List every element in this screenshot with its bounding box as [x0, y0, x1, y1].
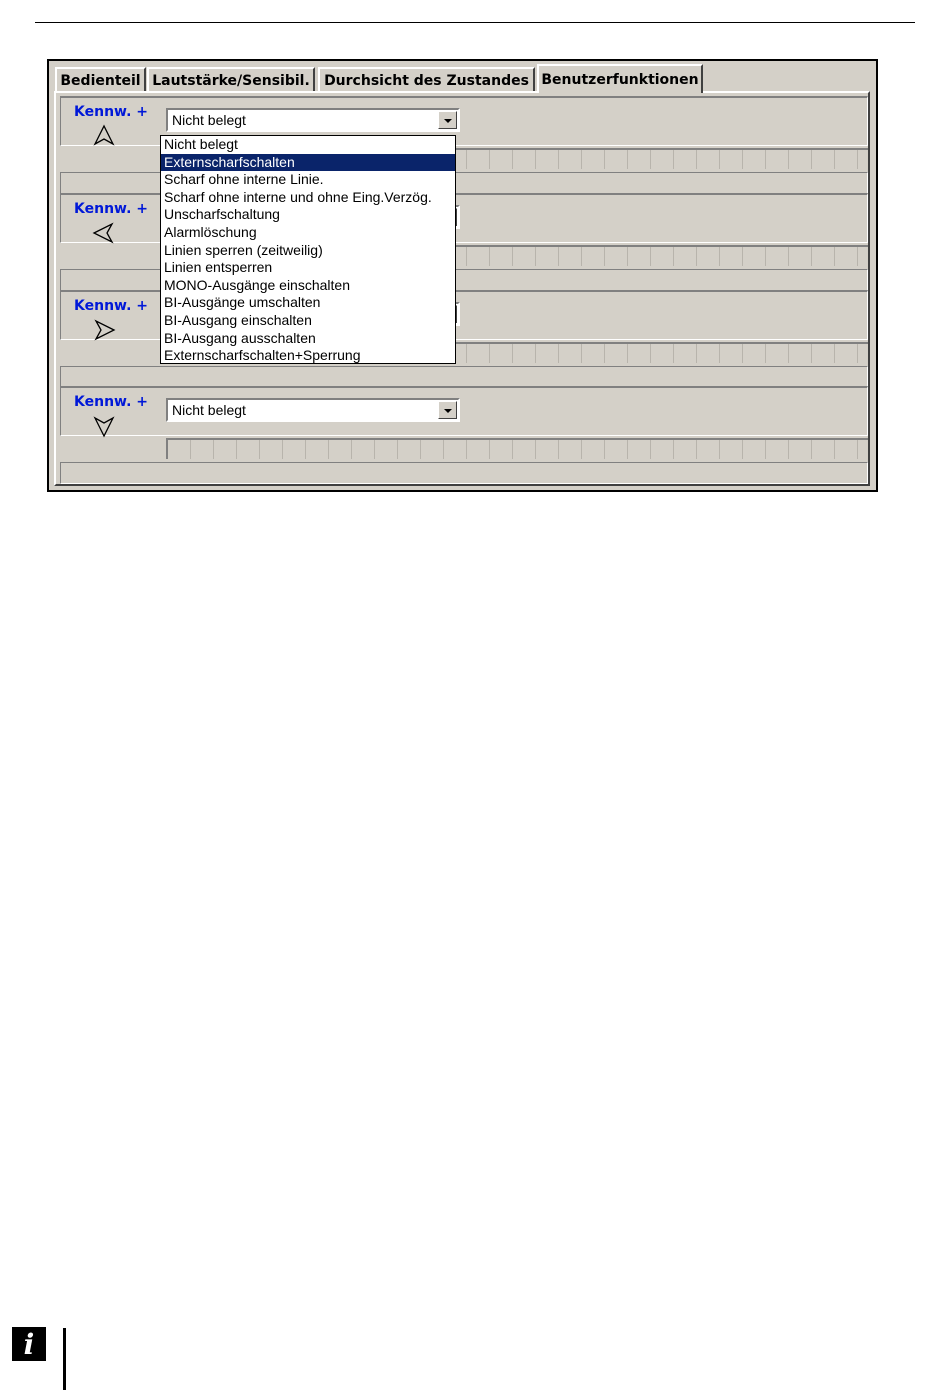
status-field: [60, 366, 868, 388]
dropdown-option[interactable]: Linien entsperren: [164, 259, 273, 276]
select-value: Nicht belegt: [172, 402, 246, 418]
function-select-down[interactable]: [166, 398, 460, 422]
select-value: Nicht belegt: [172, 112, 246, 128]
page-top-rule: [35, 22, 915, 23]
dropdown-option[interactable]: Unscharfschaltung: [164, 206, 280, 223]
dropdown-option[interactable]: Externscharfschalten+Sperrung: [164, 347, 361, 364]
dropdown-option[interactable]: Scharf ohne interne und ohne Eing.Verzög.: [164, 188, 432, 205]
info-margin-rule: [63, 1328, 66, 1390]
dropdown-option[interactable]: BI-Ausgang ausschalten: [164, 329, 316, 346]
function-select-up[interactable]: [166, 108, 460, 132]
arrow-down-icon: [92, 414, 116, 438]
kennw-label: Kennw. +: [74, 394, 148, 410]
arrow-left-icon: [92, 221, 116, 245]
dropdown-option[interactable]: Linien sperren (zeitweilig): [164, 241, 323, 258]
tab-lautstaerke[interactable]: Lautstärke/Sensibil.: [147, 67, 315, 92]
kennw-label: Kennw. +: [74, 104, 148, 120]
arrow-right-icon: [92, 318, 116, 342]
dropdown-option[interactable]: Scharf ohne interne Linie.: [164, 171, 324, 188]
tab-durchsicht[interactable]: Durchsicht des Zustandes: [318, 67, 535, 92]
dropdown-option-selected[interactable]: Externscharfschalten: [161, 154, 455, 172]
option-grid[interactable]: [166, 438, 868, 459]
dropdown-option[interactable]: BI-Ausgänge umschalten: [164, 294, 321, 311]
tab-benutzerfunktionen[interactable]: Benutzerfunktionen: [537, 64, 703, 93]
info-icon: i: [12, 1327, 46, 1361]
dropdown-option[interactable]: MONO-Ausgänge einschalten: [164, 276, 350, 293]
function-dropdown-list[interactable]: [160, 135, 456, 364]
function-section-down: [60, 386, 868, 484]
tab-bedienteil[interactable]: Bedienteil: [55, 67, 146, 92]
dropdown-option[interactable]: Alarmlöschung: [164, 223, 257, 240]
dropdown-option[interactable]: Nicht belegt: [164, 136, 238, 152]
dropdown-option[interactable]: BI-Ausgang einschalten: [164, 311, 312, 328]
status-field: [60, 462, 868, 484]
kennw-label: Kennw. +: [74, 201, 148, 217]
chevron-down-icon[interactable]: [438, 401, 457, 419]
kennw-label: Kennw. +: [74, 298, 148, 314]
chevron-down-icon[interactable]: [438, 111, 457, 129]
arrow-up-icon: [92, 124, 116, 148]
